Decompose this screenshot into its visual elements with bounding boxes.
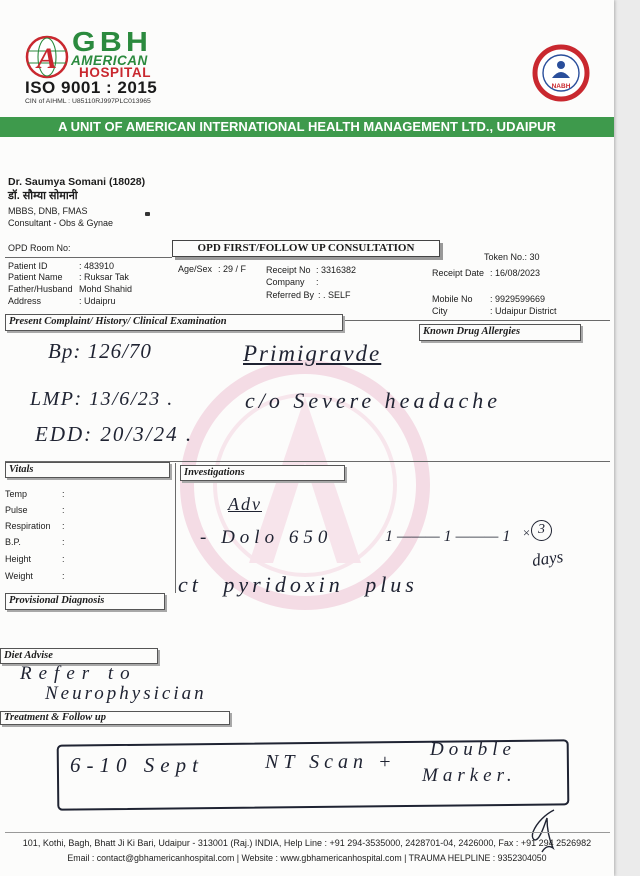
guardian-label: Father/Husband: [8, 284, 73, 294]
note-diet-line2: Neurophysician: [45, 683, 207, 704]
section-diet-advise: Diet Advise: [0, 648, 158, 664]
note-follow-up-test3: Marker.: [422, 765, 517, 786]
vital-weight-sep: :: [62, 571, 65, 581]
footer-contact: Email : contact@gbhamericanhospital.com | Website : www.gbhamericanhospital.com | TRAUMA HELPLINE : 9352304050: [67, 853, 547, 863]
note-duration: 3: [531, 520, 552, 541]
company-label: Company: [266, 277, 305, 287]
age-sex-value: : 29 / F: [218, 264, 247, 274]
age-sex-label: Age/Sex: [178, 264, 213, 274]
form-title: OPD FIRST/FOLLOW UP CONSULTATION: [172, 240, 440, 257]
doctor-designation: Consultant - Obs & Gynae: [8, 218, 114, 228]
city-label: City: [432, 306, 448, 316]
patient-name-value: : Ruksar Tak: [79, 272, 129, 282]
cin-number: CIN of AIHML : U85110RJ997PLC013965: [25, 98, 151, 105]
receipt-no-label: Receipt No: [266, 265, 311, 275]
address-label: Address: [8, 296, 42, 306]
receipt-date-value: : 16/08/2023: [490, 268, 541, 278]
unit-banner: A UNIT OF AMERICAN INTERNATIONAL HEALTH MANAGEMENT LTD., UDAIPUR: [0, 117, 614, 137]
section-treatment-follow-up: Treatment & Follow up: [0, 711, 230, 725]
mobile-label: Mobile No: [432, 294, 473, 304]
note-medicine: - Dolo 650: [200, 527, 333, 548]
note-times: ×: [522, 525, 531, 540]
vital-respiration-sep: :: [62, 521, 65, 531]
mobile-value: : 9929599669: [490, 294, 546, 304]
vital-temp-sep: :: [62, 489, 65, 499]
note-gravida: Primigravde: [243, 341, 382, 366]
doctor-name-hindi: डॉ. सौम्या सोमानी: [8, 190, 78, 202]
note-follow-up-test2: Double: [430, 739, 516, 760]
brand-hospital: HOSPITAL: [79, 65, 152, 80]
company-value: :: [316, 277, 319, 287]
nabh-accreditation-seal: [532, 44, 590, 102]
vital-pulse-label: Pulse: [5, 505, 28, 515]
note-advice-heading: Adv: [228, 494, 262, 514]
section-present-complaint: Present Complaint/ History/ Clinical Examination: [5, 314, 343, 331]
vital-respiration-label: Respiration: [5, 521, 51, 531]
hospital-logo-emblem: [24, 34, 70, 80]
token-value: 30: [529, 252, 540, 262]
logo-letter: A: [36, 42, 58, 75]
receipt-date-label: Receipt Date: [432, 268, 485, 278]
referred-by-value: : . SELF: [318, 290, 351, 300]
vital-weight-label: Weight: [5, 571, 33, 581]
brand-gbh: GBH: [72, 26, 153, 57]
section-known-drug-allergies: Known Drug Allergies: [419, 324, 581, 341]
note-lmp: LMP: 13/6/23 .: [30, 388, 174, 410]
brand-american: AMERICAN: [71, 53, 148, 68]
note-follow-up-date: 6-10 Sept: [70, 753, 204, 777]
note-complaint: c/o Severe headache: [245, 388, 501, 413]
vital-height-sep: :: [62, 554, 65, 564]
vital-height-label: Height: [5, 554, 32, 564]
city-value: : Udaipur District: [490, 306, 557, 316]
section-provisional-diagnosis: Provisional Diagnosis: [5, 593, 165, 610]
footer-divider: [5, 832, 610, 833]
doctor-name: Dr. Saumya Somani (18028): [8, 176, 146, 188]
footer-address: 101, Kothi, Bagh, Bhatt Ji Ki Bari, Udaipur - 313001 (Raj.) INDIA, Help Line : +91 294-3535000, 2428701-04, 2426000, Fax : +91 294 2526982: [22, 838, 592, 848]
token-label: Token No.:: [484, 252, 528, 262]
address-value: : Udaipru: [79, 296, 116, 306]
divider-line: [5, 257, 172, 258]
patient-id-label: Patient ID: [8, 261, 48, 271]
referred-by-label: Referred By: [266, 290, 315, 300]
column-divider: [175, 463, 176, 593]
note-bp: Bp: 126/70: [48, 339, 152, 363]
vital-bp-sep: :: [62, 537, 65, 547]
guardian-value: Mohd Shahid: [79, 284, 133, 294]
token-number: [484, 252, 540, 263]
note-supplement: ct pyridoxin plus: [178, 572, 418, 597]
vital-pulse-sep: :: [62, 505, 65, 515]
note-edd: EDD: 20/3/24 .: [35, 422, 194, 446]
opd-room-label: OPD Room No:: [8, 243, 71, 253]
section-investigations: Investigations: [180, 465, 345, 481]
patient-id-value: : 483910: [79, 261, 115, 271]
note-dosage: 1 ——— 1 ——— 1: [385, 528, 511, 545]
note-follow-up-test1: NT Scan +: [265, 751, 397, 773]
ink-speck: [145, 212, 150, 216]
vital-temp-label: Temp: [5, 489, 28, 499]
section-vitals: Vitals: [5, 462, 170, 478]
iso-certification: ISO 9001 : 2015: [25, 78, 158, 97]
note-diet-line1: Refer to: [20, 663, 137, 684]
receipt-no-value: : 3316382: [316, 265, 357, 275]
patient-name-label: Patient Name: [8, 272, 63, 282]
doctor-degrees: MBBS, DNB, FMAS: [8, 206, 88, 216]
seal-text: NABH: [551, 83, 571, 90]
note-duration-unit: days: [530, 546, 565, 571]
vital-bp-label: B.P.: [5, 537, 21, 547]
